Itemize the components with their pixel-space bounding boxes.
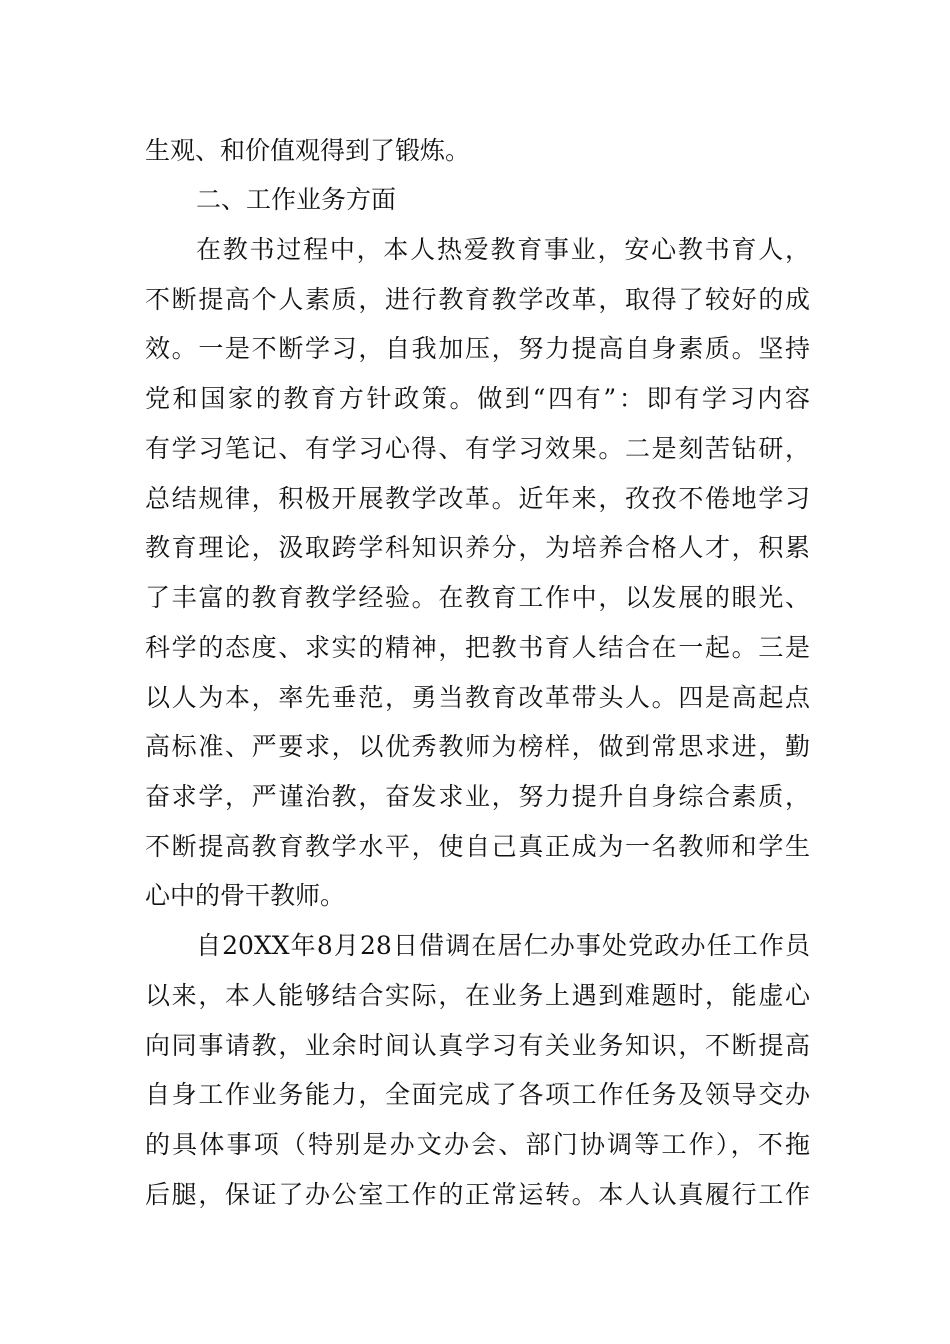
- section-heading: 二、工作业务方面: [196, 185, 397, 214]
- text-line-18: 以来，本人能够结合实际，在业务上遇到难题时，能虚心: [145, 981, 810, 1010]
- text-line-22: 后腿，保证了办公室工作的正常运转。本人认真履行工作: [145, 1180, 810, 1209]
- text-line-11: 科学的态度、求实的精神，把教书育人结合在一起。三是: [145, 633, 810, 662]
- text-line-14: 奋求学，严谨治教，奋发求业，努力提升自身综合素质，: [145, 782, 810, 811]
- text-line-5: 效。一是不断学习，自我加压，努力提高自身素质。坚持: [145, 334, 810, 363]
- text-line-4: 不断提高个人素质，进行教育教学改革，取得了较好的成: [145, 285, 810, 314]
- text-line-16: 心中的骨干教师。: [145, 881, 346, 910]
- text-line-6: 党和国家的教育方针政策。做到“四有”：即有学习内容: [145, 384, 810, 413]
- text-line-1: 生观、和价值观得到了锻炼。: [145, 136, 471, 165]
- text-line-15: 不断提高教育教学水平，使自己真正成为一名教师和学生: [145, 832, 810, 861]
- text-line-7: 有学习笔记、有学习心得、有学习效果。二是刻苦钻研，: [145, 434, 810, 463]
- text-line-21: 的具体事项（特别是办文办会、部门协调等工作），不拖: [145, 1130, 810, 1159]
- text-line-9: 教育理论，汲取跨学科知识养分，为培养合格人才，积累: [145, 533, 810, 562]
- text-line-17: 自20XX年8月28日借调在居仁办事处党政办任工作员: [196, 931, 810, 960]
- text-line-20: 自身工作业务能力，全面完成了各项工作任务及领导交办: [145, 1080, 810, 1109]
- text-line-13: 高标准、严要求，以优秀教师为榜样，做到常思求进，勤: [145, 732, 810, 761]
- text-line-19: 向同事请教，业余时间认真学习有关业务知识，不断提高: [145, 1031, 810, 1060]
- text-line-12: 以人为本，率先垂范，勇当教育改革带头人。四是高起点: [145, 683, 810, 712]
- text-line-10: 了丰富的教育教学经验。在教育工作中，以发展的眼光、: [145, 583, 810, 612]
- text-line-3: 在教书过程中，本人热爱教育事业，安心教书育人，: [196, 235, 810, 264]
- text-line-8: 总结规律，积极开展教学改革。近年来，孜孜不倦地学习: [145, 484, 810, 513]
